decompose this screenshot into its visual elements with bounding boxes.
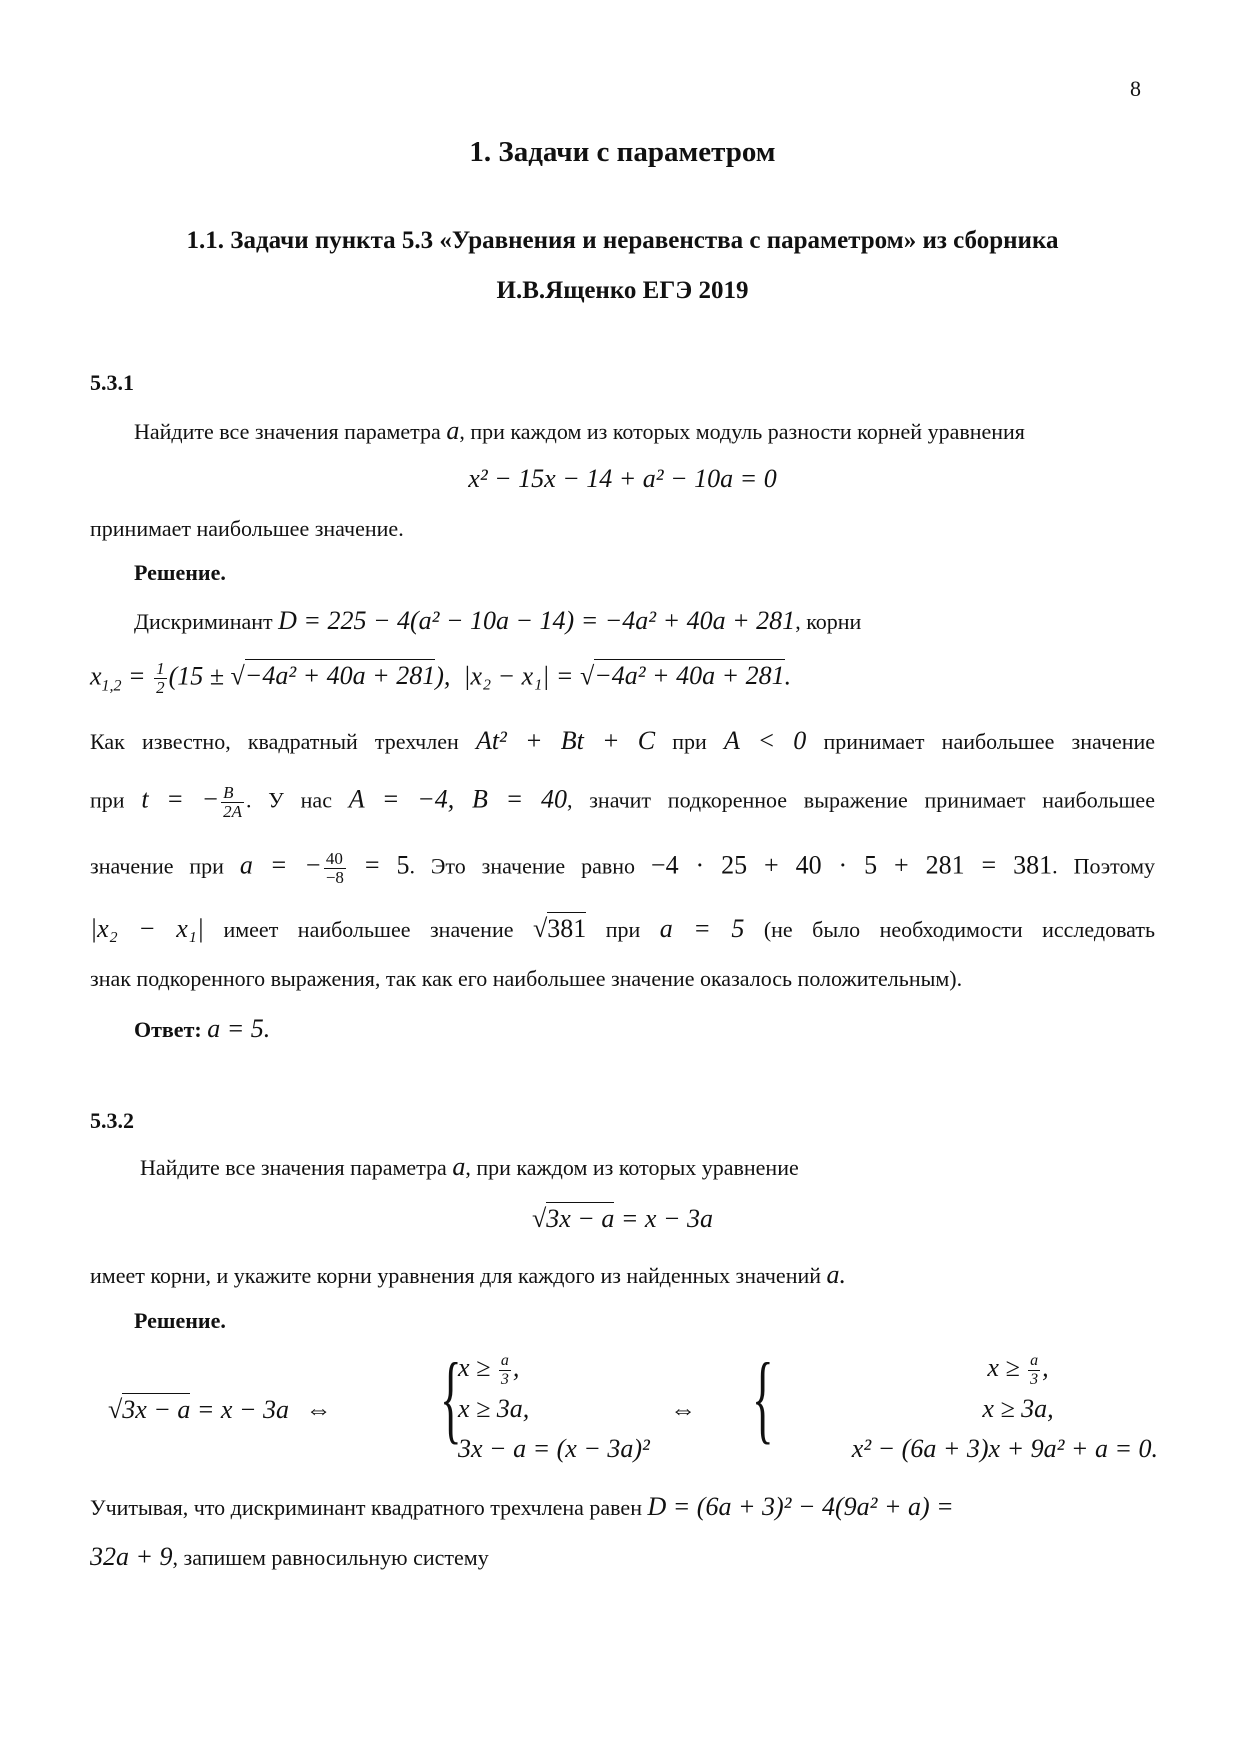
text: имеет наибольшее значение (203, 917, 533, 942)
answer-label: Ответ: (134, 1017, 208, 1042)
text: имеет корни, и укажите корни уравнения для каждого из найденных значений (90, 1263, 827, 1288)
text: Учитывая, что дискриминант квадратного трехчлена равен (90, 1495, 648, 1520)
radicand: −4a² + 40a + 281 (594, 661, 785, 691)
math: A < 0 (724, 726, 807, 755)
text: . Это значение равно (409, 853, 651, 879)
equation-lhs (108, 1390, 332, 1430)
math: |x₂ − x₁| = √ (463, 661, 595, 691)
math: (15 ± √ (168, 661, 245, 691)
math: a = 5 (659, 914, 745, 943)
text: при (586, 917, 660, 942)
equivalence-icon: ⇔ (670, 1395, 696, 1424)
vertex-line (90, 784, 1155, 821)
math: = x − 3a (614, 1204, 713, 1233)
text: Как известно, квадратный трехчлен (90, 729, 476, 754)
sqrt-icon: √ (531, 1204, 547, 1233)
system-2 (768, 1348, 1158, 1469)
system-1 (458, 1348, 650, 1469)
statement-end: принимает наибольшее значение. (90, 516, 404, 541)
section-title-line2: И.В.Ященко ЕГЭ 2019 (496, 277, 749, 304)
system-row: 3x − a = (x − 3a)² (458, 1433, 650, 1463)
radicand: 3x − a (122, 1395, 191, 1424)
text: при (90, 787, 142, 813)
fraction (324, 850, 346, 887)
math: t = − (141, 784, 220, 814)
num: 40 (324, 850, 346, 869)
den: −8 (325, 868, 344, 887)
discriminant-line (90, 606, 1199, 637)
sqrt-icon: √ (108, 1395, 123, 1424)
math: . (784, 661, 792, 691)
den: 2A (223, 802, 243, 821)
math: D = (6a + 3)² − 4(9a² + a) = (647, 1492, 954, 1521)
math: , (1042, 1353, 1049, 1382)
problem-number: 5.3.2 (90, 1108, 134, 1133)
answer-value: a = 5. (207, 1014, 271, 1043)
brace-icon: { (440, 1342, 462, 1453)
den: 3 (500, 1370, 509, 1388)
radicand: 381 (547, 914, 587, 943)
math: = 5 (347, 850, 410, 880)
math: ), (435, 661, 451, 691)
math: x ≥ (987, 1353, 1027, 1382)
math: a (452, 1152, 466, 1181)
math: A = −4, B = 40 (348, 784, 567, 814)
text: . Поэтому (1052, 853, 1155, 879)
math: = (121, 661, 153, 691)
problem-number: 5.3.1 (90, 370, 134, 395)
equation (90, 1204, 1155, 1234)
radicand: 3x − a (546, 1204, 615, 1233)
math: D = 225 − 4(a² − 10a − 14) = −4a² + 40a + 281 (278, 606, 796, 635)
sign-line: знак подкоренного выражения, так как его наибольшее значение оказалось положительным). (90, 966, 963, 991)
text: . У нас (246, 787, 349, 813)
discriminant-line (90, 1492, 1155, 1523)
system-row: x ≥ 3a, (458, 1393, 530, 1423)
text: (не было необходимости исследовать (744, 917, 1156, 942)
math: |x₂ − x₁| (90, 914, 204, 943)
text: , запишем равносильную систему (172, 1545, 489, 1570)
chapter-title: 1. Задачи с параметром (469, 136, 776, 168)
num: 1 (156, 659, 165, 678)
discriminant-result-line (90, 1542, 1155, 1573)
math: a. (826, 1260, 847, 1289)
text: , корни (795, 609, 862, 634)
math: 32a + 9 (90, 1542, 173, 1571)
problem-statement (90, 416, 1155, 447)
equation: x² − 15x − 14 + a² − 10a = 0 (468, 464, 777, 493)
text: , при каждом из которых уравнение (465, 1155, 799, 1180)
statement-end (90, 1260, 1155, 1291)
system-row (458, 1348, 650, 1389)
math: , (512, 1353, 520, 1382)
num: a (1030, 1351, 1039, 1369)
math: x (90, 661, 102, 691)
roots-line (90, 660, 1155, 702)
text: значение при (90, 853, 240, 879)
fraction (221, 784, 244, 821)
solution-label: Решение. (134, 1308, 226, 1333)
text: , значит подкоренное выражение принимает наибольшее (566, 787, 1155, 813)
solution-label: Решение. (134, 560, 226, 585)
radicand: −4a² + 40a + 281 (244, 661, 436, 691)
max-line (90, 914, 1155, 945)
equivalence-icon: ⇔ (305, 1395, 332, 1424)
sqrt-icon: √ (532, 914, 548, 943)
math: = x − 3a (190, 1395, 290, 1424)
answer (90, 1014, 1199, 1045)
text: Дискриминант (134, 609, 279, 634)
brace-icon: { (752, 1342, 774, 1453)
problem-statement (90, 1152, 1205, 1183)
math: a = − (239, 850, 322, 880)
system-row: x² − (6a + 3)x + 9a² + a = 0. (851, 1433, 1158, 1463)
text: , при каждом из которых модуль разности корней уравнения (459, 419, 1025, 444)
page-number: 8 (1130, 76, 1141, 101)
value-line (90, 850, 1155, 887)
text: принимает наибольшее значение (806, 729, 1156, 754)
system-row: x ≥ 3a, (982, 1393, 1054, 1423)
math: x ≥ (458, 1353, 497, 1382)
text: при (655, 729, 724, 754)
den: 3 (1030, 1370, 1039, 1388)
text: Найдите все значения параметра (134, 419, 447, 444)
num: a (500, 1351, 509, 1369)
math-sub: 1,2 (101, 677, 122, 695)
system-row (768, 1348, 1158, 1389)
text: Найдите все значения параметра (140, 1155, 453, 1180)
fraction (154, 660, 167, 697)
known-line (90, 726, 1155, 757)
num: B (221, 784, 244, 803)
math: a (446, 416, 460, 445)
den: 2 (156, 678, 165, 697)
math: −4 · 25 + 40 · 5 + 281 = 381 (650, 850, 1053, 880)
section-title-line1: 1.1. Задачи пункта 5.3 «Уравнения и неравенства с параметром» из сборника (186, 227, 1059, 254)
math: At² + Bt + C (475, 726, 656, 755)
